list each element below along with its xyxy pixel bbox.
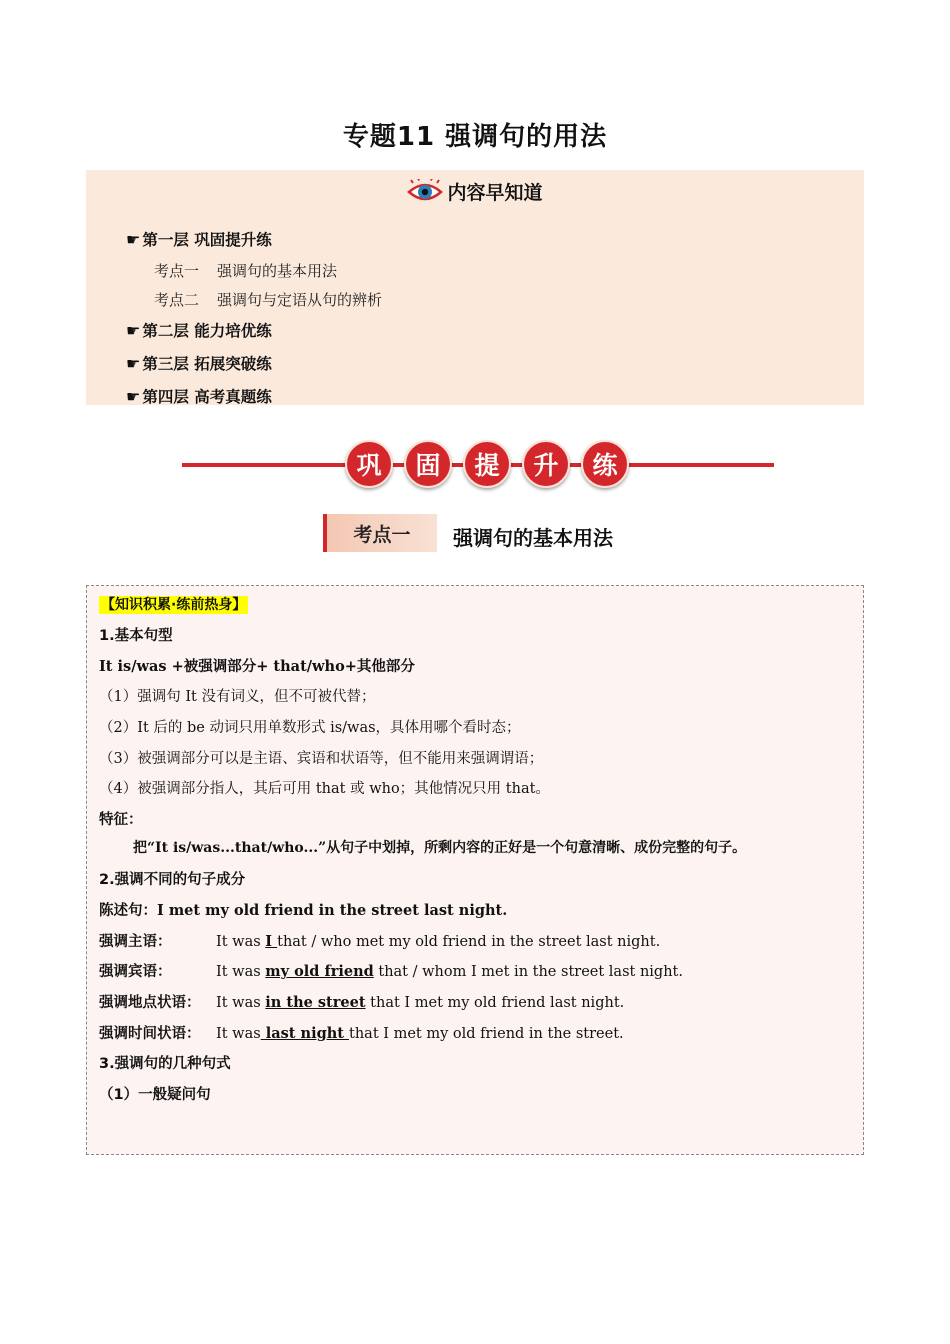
emphasized-part: my old friend (265, 963, 374, 980)
example-subject (99, 930, 660, 951)
emphasized-part: in the street (265, 994, 366, 1011)
contents-overview (86, 170, 864, 405)
toc-level-4-label: 第四层 高考真题练 (142, 388, 272, 406)
example-label: 强调时间状语： (99, 1026, 201, 1042)
pointing-hand-icon: ☛ (126, 387, 141, 406)
heading-components: 2.强调不同的句子成分 (99, 872, 246, 888)
pointing-hand-icon: ☛ (126, 230, 141, 249)
toc-sub-2 (154, 289, 382, 310)
knowledge-tag: 【知识积累·练前热身】 (101, 597, 247, 613)
toc-sub-1-label: 考点一 (154, 262, 200, 280)
toc-sub-2-text: 强调句与定语从句的辨析 (217, 291, 383, 309)
feature-text: 把“It is/was...that/who...”从句子中划掉，所剩内容的正好是一个句意清晰、成份完整的句子。 (133, 840, 747, 856)
pointing-hand-icon: ☛ (126, 321, 141, 340)
toc-level-3 (126, 352, 272, 374)
banner-char: 提 (463, 440, 511, 488)
contents-heading-text: 内容早知道 (447, 182, 543, 204)
example-object (99, 960, 683, 981)
banner-char: 固 (404, 440, 452, 488)
emphasized-part: I (265, 933, 278, 950)
eye-icon (407, 179, 443, 205)
banner-char: 巩 (345, 440, 393, 488)
toc-level-4 (126, 385, 272, 407)
statement-sentence: I met my old friend in the street last night. (157, 902, 508, 919)
example-text: that / who met my old friend in the street last night. (277, 934, 661, 950)
pattern-formula: It is/was +被强调部分+ that/who+其他部分 (99, 658, 415, 675)
example-text: It was (216, 1026, 261, 1042)
example-label: 强调宾语： (99, 964, 172, 980)
statement-label: 陈述句： (99, 903, 157, 919)
toc-level-1 (126, 228, 272, 250)
example-text: that I met my old friend last night. (365, 995, 625, 1011)
example-place (99, 991, 624, 1012)
toc-level-3-label: 第三层 拓展突破练 (142, 355, 272, 373)
toc-sub-1 (154, 260, 337, 281)
example-text: It was (216, 995, 266, 1011)
example-label: 强调主语： (99, 934, 172, 950)
toc-level-1-label: 第一层 巩固提升练 (142, 231, 272, 249)
emphasized-part: last night (260, 1025, 350, 1042)
contents-heading (86, 178, 864, 205)
statement-line (99, 899, 507, 920)
banner-char: 练 (581, 440, 629, 488)
example-text: that I met my old friend in the street. (349, 1026, 624, 1042)
toc-level-2-label: 第二层 能力培优练 (142, 322, 272, 340)
example-time (99, 1022, 624, 1043)
example-text: that / whom I met in the street last night. (373, 964, 683, 980)
toc-sub-2-label: 考点二 (154, 291, 200, 309)
heading-basic-pattern: 1.基本句型 (99, 628, 173, 644)
banner-char: 升 (522, 440, 570, 488)
section-banner (182, 440, 774, 492)
toc-level-2 (126, 319, 272, 341)
rule-4: （4）被强调部分指人，其后可用 that 或 who；其他情况只用 that。 (99, 781, 550, 797)
heading-forms: 3.强调句的几种句式 (99, 1056, 231, 1072)
heading-general-question: （1）一般疑问句 (99, 1087, 211, 1103)
example-text: It was (216, 934, 266, 950)
knowledge-box (86, 585, 864, 1155)
page-title: 专题11 强调句的用法 (342, 122, 608, 152)
kaodian-header (323, 514, 613, 552)
kaodian-tag: 考点一 (323, 514, 437, 552)
rule-3: （3）被强调部分可以是主语、宾语和状语等，但不能用来强调谓语； (99, 751, 544, 767)
toc-sub-1-text: 强调句的基本用法 (217, 262, 338, 280)
example-label: 强调地点状语： (99, 995, 201, 1011)
example-text: It was (216, 964, 266, 980)
kaodian-title: 强调句的基本用法 (453, 525, 613, 550)
rule-1: （1）强调句 It 没有词义，但不可被代替； (99, 689, 376, 705)
pointing-hand-icon: ☛ (126, 354, 141, 373)
feature-label: 特征： (99, 812, 143, 828)
rule-2: （2）It 后的 be 动词只用单数形式 is/was，具体用哪个看时态； (99, 720, 521, 736)
